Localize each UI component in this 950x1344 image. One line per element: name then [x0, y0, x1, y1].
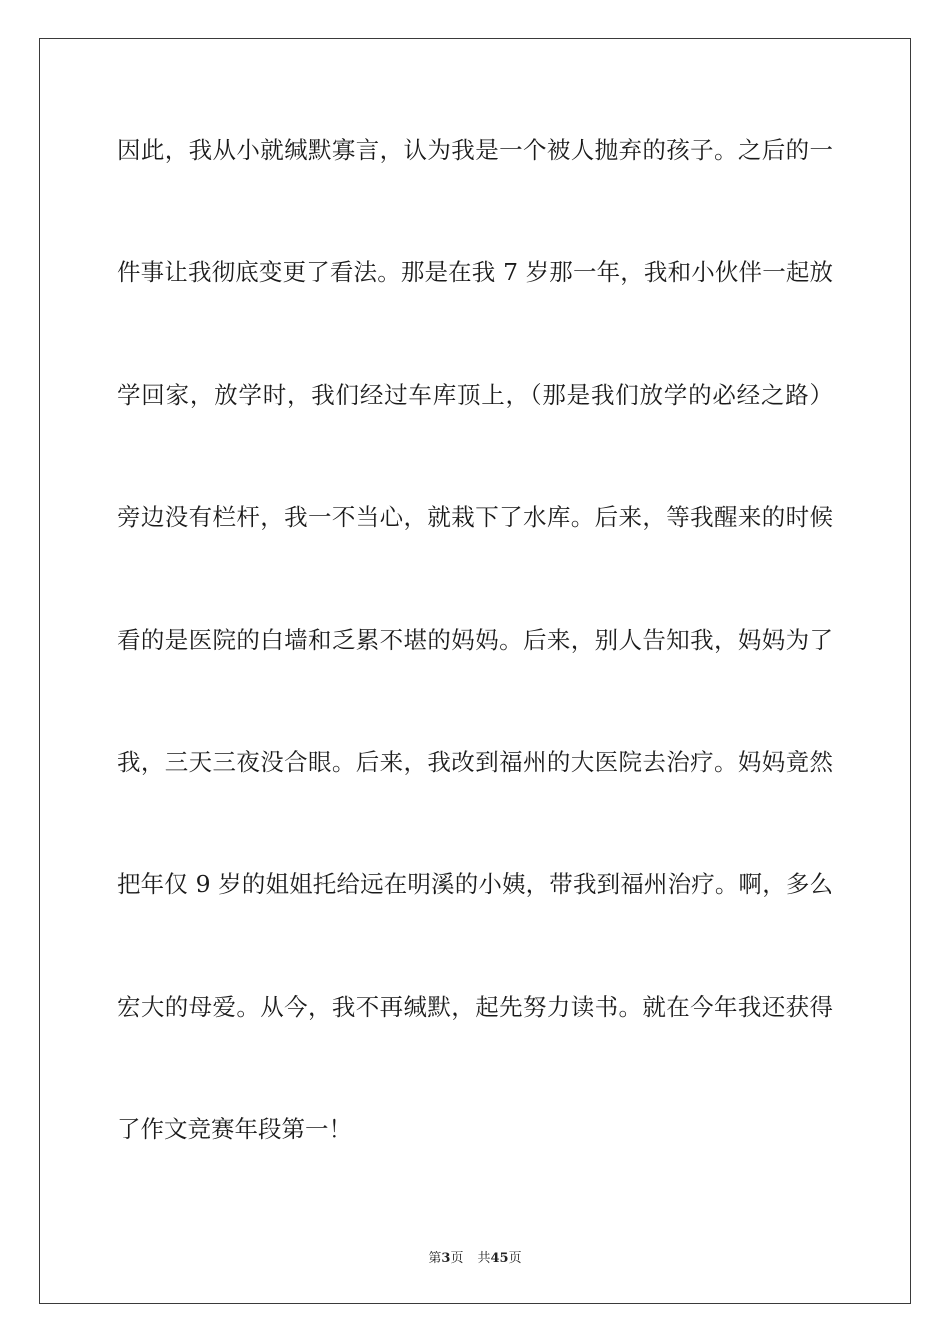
text-line-9: 了作文竞赛年段第一！: [117, 1115, 352, 1144]
text-line-4: 旁边没有栏杆，我一不当心，就栽下了水库。后来，等我醒来的时候: [117, 503, 833, 532]
text-line-3: 学回家，放学时，我们经过车库顶上，（那是我们放学的必经之路）: [117, 380, 833, 409]
text-line-5: 看的是医院的白墙和乏累不堪的妈妈。后来，别人告知我，妈妈为了: [117, 625, 833, 654]
page-suffix: 页: [450, 1251, 464, 1266]
text-line-2: 件事让我彻底变更了看法。那是在我 7 岁那一年，我和小伙伴一起放: [117, 258, 833, 287]
text-line-8: 宏大的母爱。从今，我不再缄默，起先努力读书。就在今年我还获得: [117, 992, 833, 1021]
page-prefix: 第: [428, 1251, 442, 1266]
total-suffix: 页: [508, 1251, 522, 1266]
total-prefix: 共: [477, 1251, 491, 1266]
page-number: 3: [441, 1251, 451, 1266]
body-text: [117, 128, 833, 1230]
total-pages: 45: [490, 1251, 509, 1266]
page-footer: [0, 1247, 950, 1266]
text-line-1: 因此，我从小就缄默寡言，认为我是一个被人抛弃的孩子。之后的一: [117, 136, 833, 164]
text-line-7: 把年仅 9 岁的姐姐托给远在明溪的小姨，带我到福州治疗。啊，多么: [117, 870, 833, 899]
text-line-6: 我，三天三夜没合眼。后来，我改到福州的大医院去治疗。妈妈竟然: [117, 747, 833, 776]
